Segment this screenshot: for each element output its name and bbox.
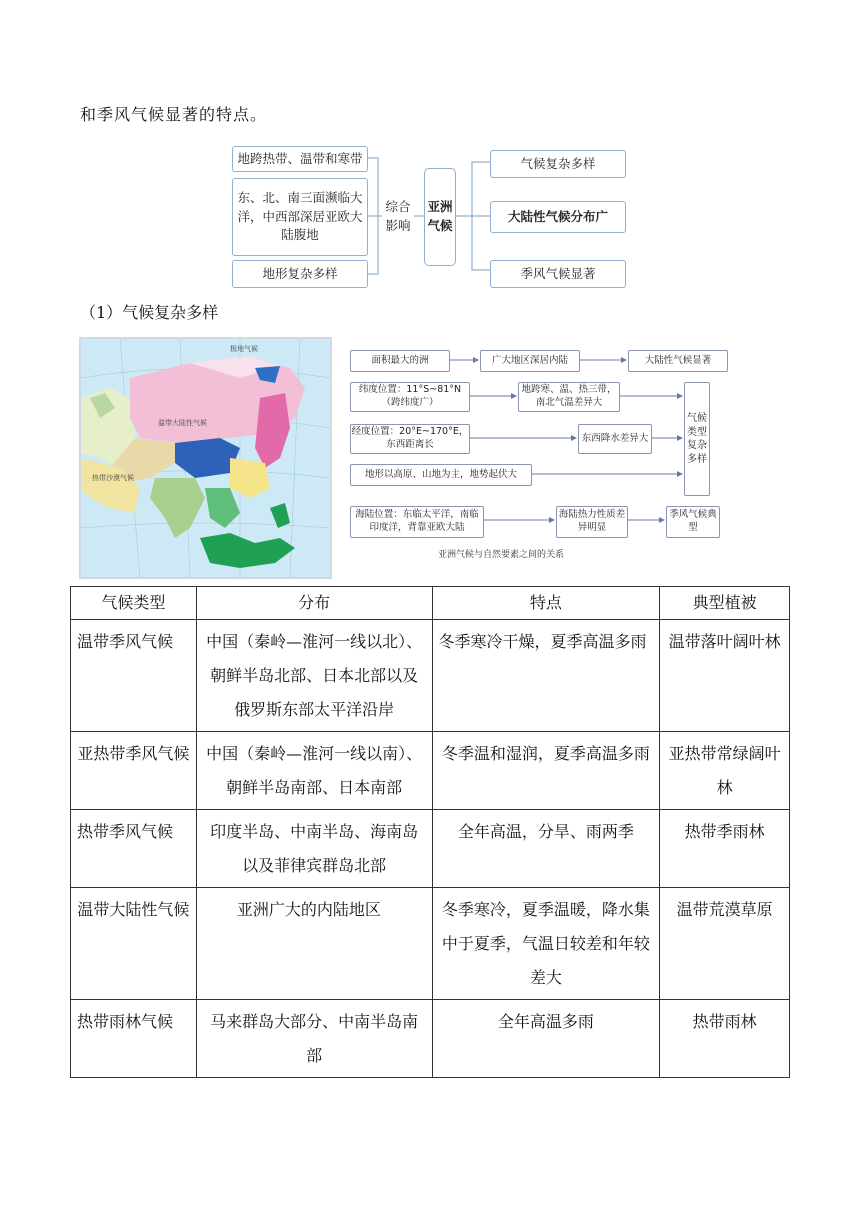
cell-vegetation: 热带雨林	[660, 1000, 790, 1078]
cell-climate-type: 温带季风气候	[71, 620, 197, 732]
diagram-factor-sea-land: 东、北、南三面濒临大洋，中西部深居亚欧大陆腹地	[232, 178, 368, 256]
fc-inland: 广大地区深居内陆	[480, 350, 580, 372]
cell-features: 冬季温和湿润，夏季高温多雨	[432, 732, 660, 810]
cell-vegetation: 温带荒漠草原	[660, 888, 790, 1000]
map-label-desert: 热带沙漠气候	[92, 474, 134, 482]
flowchart-caption: 亚洲气候与自然要素之间的关系	[438, 550, 565, 560]
cell-vegetation: 温带落叶阔叶林	[660, 620, 790, 732]
climate-table	[70, 586, 790, 1078]
fc-three-zones: 地跨寒、温、热三带，南北气温差异大	[518, 382, 620, 412]
fc-precip-diff: 东西降水差异大	[578, 424, 652, 454]
section-title: （1）气候复杂多样	[80, 303, 219, 322]
cell-vegetation: 亚热带常绿阔叶林	[660, 732, 790, 810]
fc-sea-land: 海陆位置：东临太平洋，南临印度洋，背靠亚欧大陆	[350, 506, 484, 538]
header-vegetation: 典型植被	[660, 587, 790, 620]
fc-terrain: 地形以高原、山地为主，地势起伏大	[350, 464, 532, 486]
climate-factors-diagram	[228, 140, 628, 292]
cell-distribution: 印度半岛、中南半岛、海南岛以及菲律宾群岛北部	[196, 810, 432, 888]
intro-text: 和季风气候显著的特点。	[80, 105, 268, 124]
fc-monsoon-typical: 季风气候典型	[666, 506, 720, 538]
diagram-center-asia-climate: 亚洲气候	[424, 168, 456, 266]
map-label-continental: 温带大陆性气候	[158, 419, 207, 427]
header-features: 特点	[432, 587, 660, 620]
cell-features: 冬季寒冷干燥，夏季高温多雨	[432, 620, 660, 732]
fc-result-complex: 气候类型复杂多样	[684, 382, 710, 496]
fc-longitude: 经度位置：20°E~170°E，东西距离长	[350, 424, 470, 454]
table-row	[71, 810, 790, 888]
cell-features: 全年高温，分旱、雨两季	[432, 810, 660, 888]
cell-distribution: 马来群岛大部分、中南半岛南部	[196, 1000, 432, 1078]
table-header-row	[71, 587, 790, 620]
asia-climate-flowchart	[346, 340, 730, 562]
diagram-result-continental: 大陆性气候分布广	[490, 201, 626, 233]
fc-continental-obvious: 大陆性气候显著	[628, 350, 728, 372]
cell-features: 冬季寒冷，夏季温暖，降水集中于夏季，气温日较差和年较差大	[432, 888, 660, 1000]
table-row	[71, 888, 790, 1000]
cell-distribution: 亚洲广大的内陆地区	[196, 888, 432, 1000]
diagram-factor-terrain: 地形复杂多样	[232, 260, 368, 288]
cell-climate-type: 亚热带季风气候	[71, 732, 197, 810]
diagram-factor-latitude: 地跨热带、温带和寒带	[232, 146, 368, 172]
cell-climate-type: 热带季风气候	[71, 810, 197, 888]
map-graphic	[80, 338, 331, 578]
fc-latitude: 纬度位置：11°S~81°N（跨纬度广）	[350, 382, 470, 412]
table-row	[71, 1000, 790, 1078]
cell-distribution: 中国（秦岭—淮河一线以南）、朝鲜半岛南部、日本南部	[196, 732, 432, 810]
header-climate-type: 气候类型	[71, 587, 197, 620]
cell-distribution: 中国（秦岭—淮河一线以北）、朝鲜半岛北部、日本北部以及俄罗斯东部太平洋沿岸	[196, 620, 432, 732]
table-row	[71, 732, 790, 810]
fc-largest-continent: 面积最大的洲	[350, 350, 450, 372]
diagram-result-complex: 气候复杂多样	[490, 150, 626, 178]
fc-thermal: 海陆热力性质差异明显	[556, 506, 628, 538]
asia-climate-map	[79, 337, 332, 579]
cell-climate-type: 温带大陆性气候	[71, 888, 197, 1000]
cell-features: 全年高温多雨	[432, 1000, 660, 1078]
cell-vegetation: 热带季雨林	[660, 810, 790, 888]
header-distribution: 分布	[196, 587, 432, 620]
map-label-polar: 极地气候	[230, 345, 258, 353]
diagram-connector-label: 综合影响	[382, 198, 414, 236]
cell-climate-type: 热带雨林气候	[71, 1000, 197, 1078]
table-row	[71, 620, 790, 732]
diagram-result-monsoon: 季风气候显著	[490, 260, 626, 288]
